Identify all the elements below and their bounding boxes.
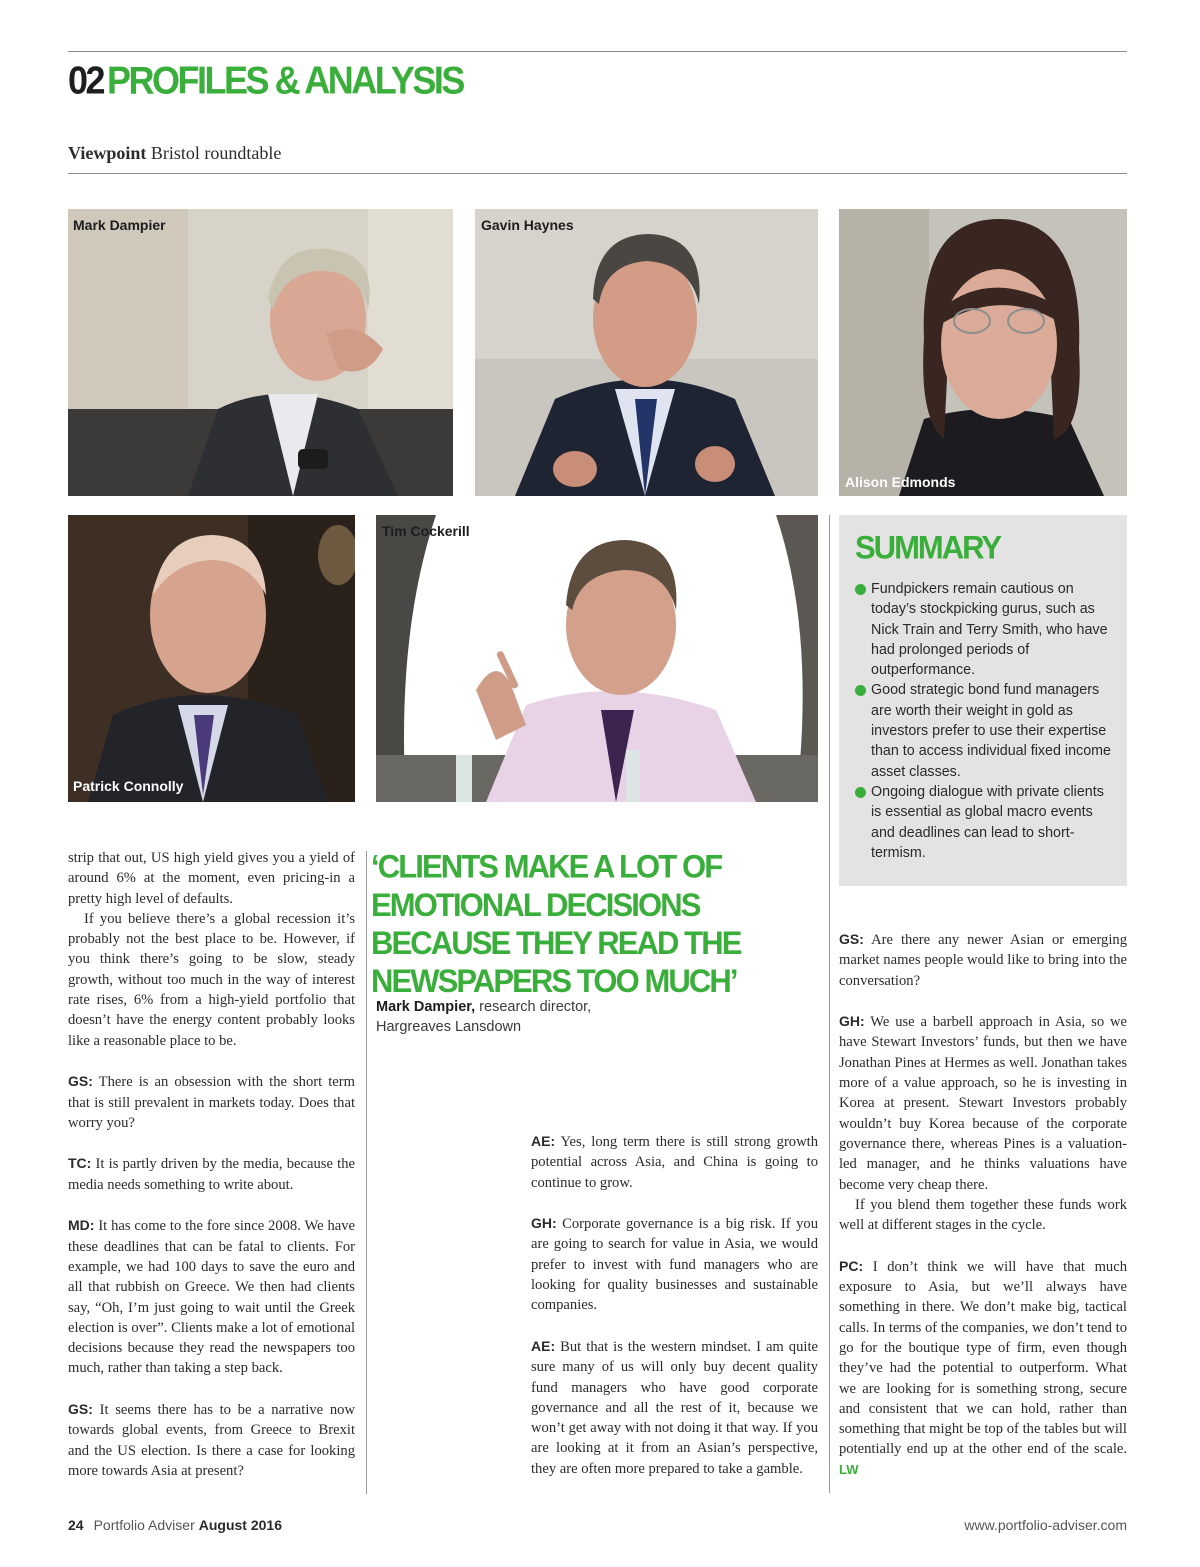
summary-item	[855, 680, 1111, 781]
footer-url[interactable]: www.portfolio-adviser.com	[964, 1517, 1127, 1533]
summary-box	[839, 515, 1127, 886]
photo-caption: Gavin Haynes	[481, 217, 574, 233]
magazine-name: Portfolio Adviser	[93, 1517, 195, 1533]
quote-role: research director,	[479, 999, 592, 1015]
photo-image	[68, 515, 355, 802]
question-text: It seems there has to be a narrative now towards global events, from Greece to Brexit and the US election. Is there a case for looking more towards Asia at present?	[68, 1402, 355, 1479]
answer	[839, 1011, 1127, 1195]
summary-item-text: Ongoing dialogue with private clients is essential as global macro events and deadlines can lead to short-termism.	[871, 783, 1104, 861]
bullet-icon	[855, 685, 866, 696]
quote-company: Hargreaves Lansdown	[376, 1018, 522, 1035]
speaker-initials: GH:	[531, 1215, 557, 1232]
question	[68, 1399, 355, 1481]
quote-author: Mark Dampier,	[376, 999, 476, 1015]
photo-caption: Alison Edmonds	[845, 474, 956, 490]
section-number: 02	[68, 58, 104, 103]
photo-tim-cockerill	[376, 515, 818, 802]
photo-caption: Mark Dampier	[73, 217, 166, 233]
photo-alison-edmonds	[839, 209, 1127, 496]
column-divider	[366, 851, 367, 1494]
answer	[839, 1256, 1127, 1480]
photo-image	[68, 209, 453, 496]
pull-quote	[371, 848, 811, 1037]
speaker-initials: GS:	[68, 1073, 93, 1090]
top-rule	[68, 51, 1127, 52]
viewpoint-label: Viewpoint	[68, 143, 147, 163]
text-column-1	[68, 848, 355, 1481]
speaker-initials: GS:	[68, 1401, 93, 1418]
speaker-initials: PC:	[839, 1257, 864, 1274]
author-signoff: LW	[839, 1461, 859, 1477]
answer-text: But that is the western mindset. I am quite sure many of us will only buy decent quality fund managers who have good corporate governance and all the rest of it, because we won’t get away with not doing it that way. If you are looking at it from an Asian’s perspective, they are often more prepared to take a gamble.	[531, 1338, 818, 1477]
pull-quote-attribution	[371, 998, 811, 1037]
paragraph: If you blend them together these funds work well at different stages in the cycle.	[839, 1196, 1127, 1234]
summary-item-text: Good strategic bond fund managers are worth their weight in gold as investors prefer to use their expertise than to access individual fixed income asset classes.	[871, 682, 1112, 780]
text-column-2	[531, 1131, 818, 1479]
answer-text: It has come to the fore since 2008. We have these deadlines that can be fatal to clients. For example, we had 100 days to save the euro and all that rubbish on Greece. We then had clients say, “Oh, I’m just going to wait until the Greek election is over”. Clients make a lot of emotional decisions because they read the newspapers too much, rather than taking a step back.	[68, 1218, 355, 1377]
speaker-initials: MD:	[68, 1217, 95, 1234]
answer	[531, 1213, 818, 1315]
answer-text: It is partly driven by the media, because the media needs something to write about.	[68, 1156, 355, 1193]
bullet-icon	[855, 787, 866, 798]
section-header	[68, 58, 463, 103]
pull-quote-text: ‘CLIENTS MAKE A LOT OF EMOTIONAL DECISIONS BECAUSE THEY READ THE NEWSPAPERS TOO MUCH’	[371, 848, 741, 1000]
section-title: PROFILES & ANALYSIS	[107, 58, 463, 103]
answer-text: I don’t think we will have that much exposure to Asia, but we’ll always have something in there. We don’t make big, tactical calls. In terms of the companies, we don’t tend to go for the boutique type of firm, even though they’ve had the potential to outperform. What we are looking for is something strong, secure and consistent that we can hold, rather than something that might be top of the tables but will potentially end up at the other end of the scale.	[839, 1258, 1128, 1458]
speaker-initials: GH:	[839, 1013, 865, 1030]
photo-gavin-haynes	[475, 209, 818, 496]
photo-image	[376, 515, 818, 802]
summary-title: SUMMARY	[855, 529, 1001, 566]
summary-item-text: Fundpickers remain cautious on today’s stockpicking gurus, such as Nick Train and Terry Smith, who have had prolonged periods of outperformance.	[871, 581, 1108, 679]
column-divider	[829, 515, 830, 1493]
bullet-icon	[855, 584, 866, 595]
footer-left	[68, 1517, 282, 1533]
photo-patrick-connolly	[68, 515, 355, 802]
photo-caption: Patrick Connolly	[73, 778, 184, 794]
speaker-initials: GS:	[839, 931, 864, 947]
speaker-initials: AE:	[531, 1337, 556, 1354]
summary-item	[855, 782, 1111, 863]
speaker-initials: TC:	[68, 1155, 92, 1172]
answer-text: Corporate governance is a big risk. If you are going to search for value in Asia, we would prefer to invest with fund managers who are looking for quality businesses and sustainable companies.	[531, 1216, 818, 1314]
issue-date: August 2016	[198, 1517, 282, 1533]
question	[839, 929, 1127, 991]
paragraph: strip that out, US high yield gives you a yield of around 6% at the moment, even pricing-in a pretty high level of defaults.	[68, 850, 355, 907]
page-number: 24	[68, 1517, 84, 1533]
question-text: There is an obsession with the short term that is still prevalent in markets today. Does that worry you?	[68, 1074, 355, 1131]
answer	[531, 1131, 818, 1193]
speaker-initials: AE:	[531, 1133, 556, 1149]
photo-image	[475, 209, 818, 496]
answer	[531, 1336, 818, 1479]
viewpoint-rule	[68, 173, 1127, 174]
answer-text: We use a barbell approach in Asia, so we have Stewart Investors’ funds, but then we have Jonathan Pines at Hermes as well. Jonathan takes more of a value approach, so he is investing in Korea at present. Stewart Investors probably wouldn’t buy Korea because of the corporate governance there, whereas Pines is a valuation-led manager, and he thinks valuations have become very cheap there.	[839, 1014, 1127, 1193]
viewpoint-line	[68, 143, 281, 164]
photo-caption: Tim Cockerill	[382, 523, 470, 539]
answer	[68, 1153, 355, 1195]
photo-mark-dampier	[68, 209, 453, 496]
question	[68, 1071, 355, 1133]
viewpoint-topic: Bristol roundtable	[150, 143, 282, 163]
answer	[68, 1215, 355, 1378]
answer-text: Yes, long term there is still strong growth potential across Asia, and China is going to continue to grow.	[531, 1134, 818, 1191]
paragraph: If you believe there’s a global recession it’s probably not the best place to be. However, if you think there’s going to be slow, steady growth, without too much in the way of interest rate rises, 6% from a high-yield portfolio that doesn’t have the energy content probably looks like a reasonable place to be.	[68, 910, 355, 1049]
question-text: Are there any newer Asian or emerging market names people would like to bring into the conversation?	[839, 932, 1128, 989]
summary-item	[855, 579, 1111, 680]
photo-image	[839, 209, 1127, 496]
text-column-3	[839, 929, 1127, 1480]
